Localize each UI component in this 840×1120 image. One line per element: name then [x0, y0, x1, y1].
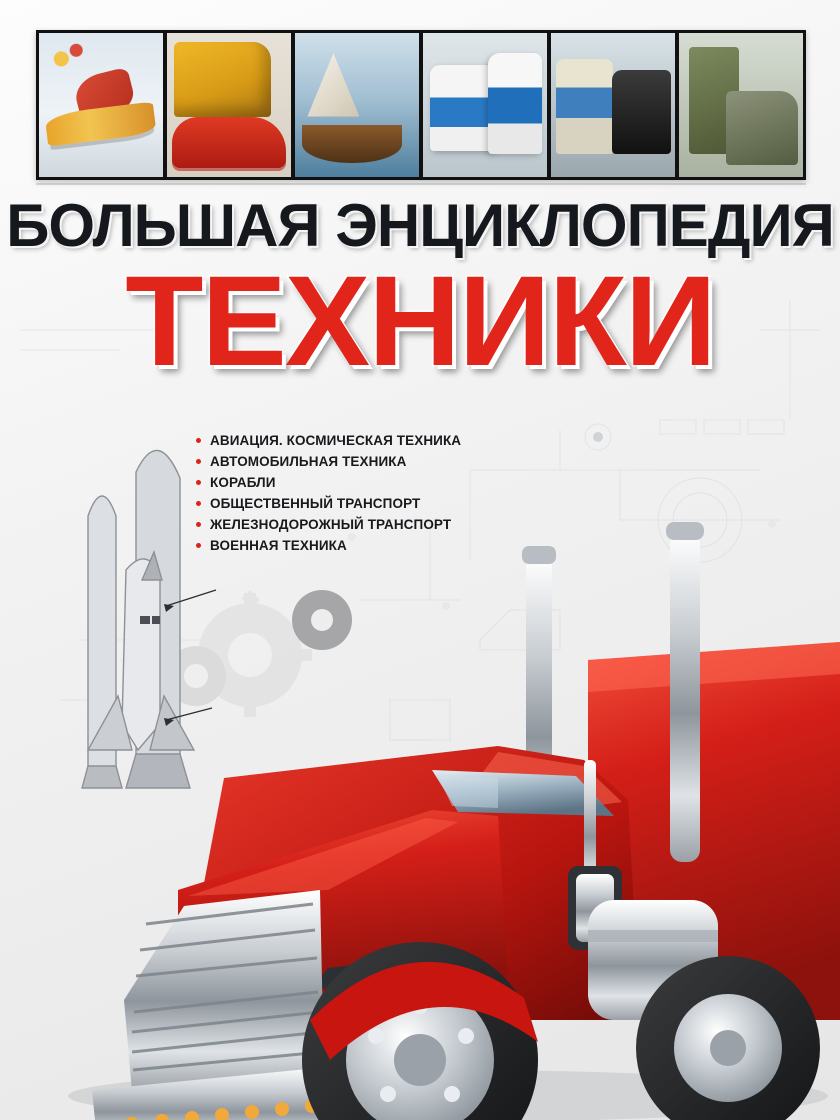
topic-item-automotive: АВТОМОБИЛЬНАЯ ТЕХНИКА — [196, 451, 461, 472]
red-truck-photo — [28, 460, 840, 1120]
book-title: ТЕХНИКИ — [125, 250, 715, 393]
topic-item-aviation: АВИАЦИЯ. КОСМИЧЕСКАЯ ТЕХНИКА — [196, 430, 461, 451]
railway-photo — [551, 33, 675, 177]
military-photo — [679, 33, 803, 177]
aviation-photo — [39, 33, 163, 177]
strip-divider — [36, 183, 806, 185]
automotive-photo — [167, 33, 291, 177]
ships-photo — [295, 33, 419, 177]
book-subtitle: БОЛЬШАЯ ЭНЦИКЛОПЕДИЯ — [6, 192, 834, 259]
topic-item-ships: КОРАБЛИ — [196, 472, 461, 493]
public-transport-photo — [423, 33, 547, 177]
cover-photo-strip — [36, 30, 806, 180]
topic-item-public-transport: ОБЩЕСТВЕННЫЙ ТРАНСПОРТ — [196, 493, 461, 514]
topic-item-railway: ЖЕЛЕЗНОДОРОЖНЫЙ ТРАНСПОРТ — [196, 514, 461, 535]
topic-item-military: ВОЕННАЯ ТЕХНИКА — [196, 535, 461, 556]
